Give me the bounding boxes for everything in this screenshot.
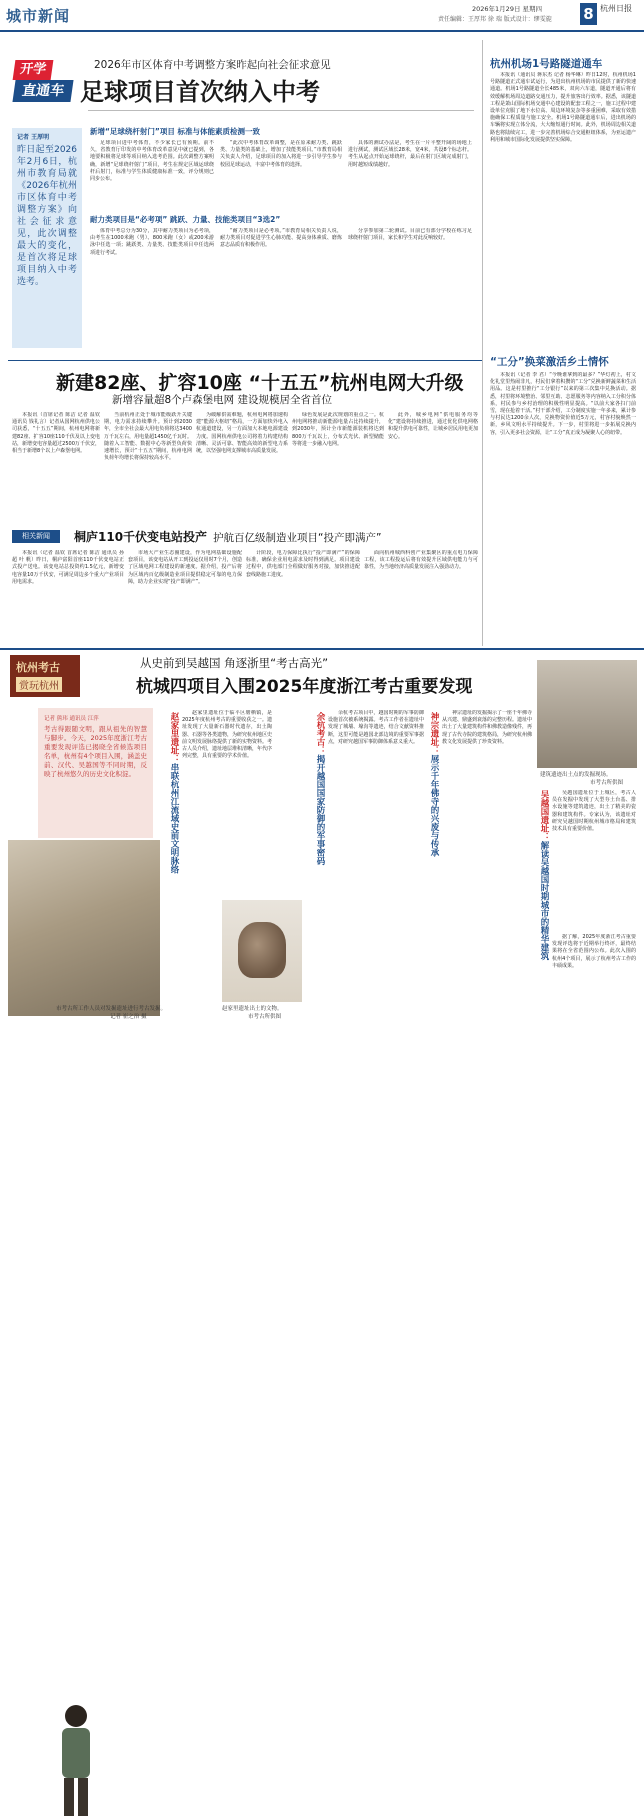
story2-col4 xyxy=(292,412,384,524)
story4-col3-text: 神宗遗址的发掘揭示了一座千年佛寺从兴建、鼎盛到衰落的完整历程。遗址中出土了大量建筑构件和佛教造像残件，再现了古代寺院的建筑格局，为研究杭州佛教文化发展提供了珍贵资料。 xyxy=(442,710,532,745)
story1-col5 xyxy=(220,228,342,352)
story4-col5-text: 据了解，2025年度浙江考古重要发现评选将于近期举行终评，最终结果将在全省范围内公布。此次入围的杭州4个项目，展示了杭州考古工作的丰硕成果。 xyxy=(552,934,636,969)
story1-col4-text: 体育中考总分为30分，其中耐力类项目为必考项，由考生在1000米跑（男）、800米跑（女）或200米游泳中任选一项；跳跃类、力量类、技能类项目中任选两项进行考试。 xyxy=(90,228,214,256)
story1-subhead-2: 耐力类项目是“必考项” 跳跃、力量、技能类项目“3选2” xyxy=(90,215,281,224)
story4-kicker: 从史前到吴越国 角逐浙里“考古高光” xyxy=(140,656,329,670)
right-photo-caption: 建筑遗迹出土点的发掘现场。 xyxy=(540,772,612,778)
v2-label: 余杭考古： xyxy=(315,712,325,755)
story1-kicker: 2026年市区体育中考调整方案昨起向社会征求意见 xyxy=(94,59,331,71)
story1-lead-box xyxy=(12,128,82,348)
right-photo-credit: 市考古所供图 xyxy=(590,780,624,786)
arch-badge-bottom: 赏玩杭州 xyxy=(16,677,62,692)
story1-lead: 昨日起至2026年2月6日，杭州市教育局就《2026年杭州市区体育中考调整方案》向社会征求意见，此次调整最大的变化，是首次将足球项目纳入中考选考。 xyxy=(17,145,77,287)
story1-author: 记者 王厚明 xyxy=(17,134,50,141)
story4-col1 xyxy=(182,710,272,896)
story2-col5 xyxy=(388,412,478,524)
v1-title: 串联杭州江流域史前文明脉络 xyxy=(169,763,179,874)
kaixue-badge xyxy=(14,60,82,104)
story3-col1-text: 本报讯（记者 温钦 首席记者 陈洁 通讯员 孙 超 叶 帆）昨日，桐庐富阳首座110千伏变电站正式投产送电。该变电站总投资约1.5亿元，新增变电容量10万千伏安，可满足周边多个重大产业项目用电需求。 xyxy=(12,550,124,585)
story4-col3 xyxy=(442,710,532,1010)
story1-col2 xyxy=(220,140,342,204)
story3-col2-text: 市场大产业生态圈建设，作为电网基础设施配套项目，该变电站从开工到投运仅用时7个月，创造了区域电网工程建设的新速度。据介绍，投产后将为区域内百亿级制造业项目提供稳定可靠的电力保障，助力企业实现“投产即满产”。 xyxy=(128,550,242,585)
pottery-vessel xyxy=(238,922,286,978)
divider xyxy=(482,350,483,646)
story1-subhead-1: 新增“足球绕杆射门”项目 标准与体能素质检测一致 xyxy=(90,127,260,136)
page-header xyxy=(0,0,644,30)
right-story2-title: “工分”换菜激活乡土情怀 xyxy=(490,356,609,368)
badge-top: 开学 xyxy=(13,60,54,80)
story3-headline-main: 桐庐110千伏变电站投产 xyxy=(74,530,208,544)
story4-col4-text: 吴越国遗址位于上城区，考古人员在发掘中发现了大型夯土台基、排水设施等建筑遗迹，出土了精美的瓷器和建筑构件。专家认为，该遗址对研究吴越国时期杭州城市格局和建筑技术具有重要价值。 xyxy=(552,790,636,833)
excavation-site-photo xyxy=(537,660,637,768)
story4-col4 xyxy=(552,790,636,930)
story2-col4-text: 绿色发展是此次规划的重点之一。杭州电网将推动新能源电量占比持续提升，到2030年，预计全市新能源装机将达到800万千瓦以上，分布式光伏、新型储能等将进一步融入电网。 xyxy=(292,412,384,447)
archaeology-badge xyxy=(10,655,80,697)
story1-col1 xyxy=(90,140,214,204)
story3-headline-tail: 护航百亿级制造业项目“投产即满产” xyxy=(213,532,382,544)
story2-col5-text: 此外，城乡电网“供电服务均等化”建设将持续推进，通过优化供电网格和提升供电可靠性，让城乡居民用电更加安心。 xyxy=(388,412,478,440)
v2-title: 揭开越国国家防御的军事密码 xyxy=(315,754,325,865)
section-rule xyxy=(0,648,644,650)
related-news-tag: 相关新闻 xyxy=(12,530,60,543)
v3-title: 展示千年佛寺的兴废与传承 xyxy=(429,754,439,857)
right-story2-body xyxy=(490,372,636,642)
story4-col5 xyxy=(552,934,636,1014)
archaeologist-figure xyxy=(48,1700,104,1820)
sub-vert-4 xyxy=(538,790,550,960)
story1-col6 xyxy=(348,228,472,352)
story2-col3-text: 为破解供需难题，杭州电网将加速构建“能源大枢纽”格局，一方面加快外电入杭通道建设，另一方面加大本地电源建设力度。国网杭州供电公司将着力构建结构清晰、灵活可靠、智能高效的新型电力系统，以坚强电网支撑城市高质量发展。 xyxy=(196,412,288,455)
divider xyxy=(482,40,483,360)
sub-vert-3 xyxy=(428,712,440,872)
excavation-photo xyxy=(8,840,160,1016)
v3-label: 神宗遗址： xyxy=(429,712,439,755)
sub-vert-2 xyxy=(314,712,326,872)
header-rule xyxy=(0,30,644,32)
story1-col3-text: 具体的测试办法是，考生在一片平整开阔的场地上进行测试，测试区域长28米，宽4米，共设8个标志杆。考生从起点开始运球绕杆，最后在射门区域完成射门，用时越短成绩越好。 xyxy=(348,140,472,168)
issue-date: 2026年1月29日 星期四 xyxy=(472,5,543,13)
story4-author: 记者 熊玮 通讯员 江萍 xyxy=(44,716,99,722)
right-story1-body xyxy=(490,72,636,344)
center-photo-credit: 市考古所供图 xyxy=(248,1014,282,1020)
story3-col1 xyxy=(12,550,124,642)
story1-headline: 足球项目首次纳入中考 xyxy=(80,78,320,106)
right-story2-text: 本报讯（记者 李 君）“今晚谁拿到的最多？”华灯初上，村文化礼堂里热闹非凡，村民们拿着积攒的“工分”兑换新鲜蔬菜和生活用品。这是村里推行“工分银行”以来的第三次集中兑换活动。据悉，村里将环境整治、邻里互助、志愿服务等内容纳入工分积分体系，村民参与乡村治理的积极性明显提高。“以前大家各扫门前雪，现在抢着干活。”村干部介绍，工分制度实施一年多来，累计参与村民达1200余人次，兑换物资价值近5万元，村容村貌焕然一新，乡风文明水平持续提升。下一步，村里将进一步拓展兑换内容，引入更多社会资源，让“工分”真正成为凝聚人心的纽带。 xyxy=(490,372,636,436)
story1-col4 xyxy=(90,228,214,352)
badge-bottom: 直通车 xyxy=(12,80,73,102)
story2-col2-text: 当前杭州正处于城市能级跃升关键期，电力需求持续攀升。预计到2030年，全市全社会最大用电负荷将达3400万千瓦左右，用电量超1450亿千瓦时。随着入工智能、数据中心等新型负荷快速增长，预计“十五五”期间，杭州电网负荷年均增长将保持较高水平。 xyxy=(104,412,192,462)
v4-title: 解读吴越国时期城市的精华建筑 xyxy=(539,841,549,960)
story1-col1-text: 足球项目进中考体育，不少家长已有预期。前不久，省教育厅印发的中考体育改革意见中就已提到，各地要积极将足球等项目纳入选考范围。此次调整方案明确，新增“足球绕杆射门”项目，考生在规定区域运球绕杆后射门，标准与学生体质健康标准一致，评分规则已同步公布。 xyxy=(90,140,214,183)
story4-col2 xyxy=(328,710,424,1010)
editors-line: 责任编辑：王厚邦 徐 瑞 版式设计：缪雯旎 xyxy=(438,16,552,23)
story3-col3 xyxy=(246,550,360,642)
story3-col2 xyxy=(128,550,242,642)
story2-headline: 新建82座、扩容10座 “十五五”杭州电网大升级 xyxy=(56,372,464,394)
story4-lead-box xyxy=(38,708,153,838)
divider xyxy=(88,110,474,111)
story4-headline: 杭城四项目入围2025年度浙江考古重要发现 xyxy=(136,677,473,697)
v1-label: 赵家里遗址： xyxy=(169,712,179,763)
story2-col3 xyxy=(196,412,288,524)
story1-col3 xyxy=(348,140,472,204)
left-photo-caption: 市考古所工作人员对发掘遗址进行考古发掘。 xyxy=(56,1006,167,1012)
story3-headline xyxy=(74,528,381,545)
story4-col2-text: 余杭考古项目中，越国时期的军事防御设施首次被系统揭露。考古工作者在遗址中发现了城墙、壕沟等遗迹，结合文献资料推断，这里可能是越国北部边境的重要军事据点，对研究越国军事防御体系意义重大。 xyxy=(328,710,424,745)
center-photo-caption: 赵家里遗址出土的文物。 xyxy=(222,1006,283,1012)
right-story1-text: 本报讯（通讯员 蒋东杰 记者 杨华琳）昨日12时，杭州机场1号路隧道正式通车试运行，为进出杭州机场的市民提供了新的快速通道。机场1号路隧道全长485米，双向六车道，隧道开通后将有效缓解机场周边道路交通压力，提升旅客出行效率。据悉，该隧道工程是萧山国际机场交通中心建设的配套工程之一，施工过程中建设单位克服了地下水位高、周边环境复杂等多重困难，采取有效措施确保工程质量与施工安全。机场1号路隧道通车后，进出机场的车辆将实现立体分流，大大缩短通行时间。此外，机场周边相关道路也将陆续完工，进一步完善机场综合交通枢纽体系，为亚运遗产利用和城市国际化发展提供坚实保障。 xyxy=(490,72,636,143)
story3-col4-text: 面向杭州城西科创产业集聚区的重点电力保障工程，该工程投运后将有效提升区域供电能力与可靠性，为当地经济高质量发展注入强劲动力。 xyxy=(364,550,478,571)
story2-col1-text: 本报讯（首席记者 陈洁 记者 温钦 通讯员 钱礼言）记者从国网杭州供电公司获悉，“十五五”期间，杭州电网将新建82座、扩容10座110千伏及以上变电站，新增变电容量超过2500万千伏安，相当于新增8个以上卢森堡电网。 xyxy=(12,412,100,455)
sub-vert-1 xyxy=(168,712,180,872)
story2-subhead: 新增容量超8个卢森堡电网 建设规模居全省首位 xyxy=(112,394,333,406)
story4-col1-text: 赵家里遗址位于临平区塘栖镇，是2025年度杭州考古的重要收获之一。遗址发现了大量新石器时代遗存，出土陶器、石器等各类遗物，为研究杭州地区史前文明发展脉络提供了新的实物资料。考古人员介绍，遗址地层堆积清晰，年代序列完整，具有重要的学术价值。 xyxy=(182,710,272,760)
section-name: 城市新闻 xyxy=(6,7,71,25)
page-number: 8 xyxy=(580,3,597,25)
story1-col2-text: “此次中考体育改革调整，是在原来耐力类、跳跃类、力量类的基础上，增加了技能类项目。”市教育局相关负责人介绍，足球项目的加入将进一步引导学生参与校园足球运动，丰富中考体育的选择。 xyxy=(220,140,342,168)
story1-col5-text: “耐力类项目是必考项。”市教育局相关负责人说，耐力类项目对促进学生心肺功能、提高身体素质、磨炼意志品质有积极作用。 xyxy=(220,228,342,249)
story1-col6-text: 分享参加第二轮测试。目前已有部分学校在练习足球绕杆射门项目，家长和学生对此反响较好。 xyxy=(348,228,472,242)
story2-col1 xyxy=(12,412,100,524)
story2-col2 xyxy=(104,412,192,524)
story3-col3-text: 计阶段，电力保障比执行“投产即满产”的保障标准，确保企业用电需求及时得到满足。项目建设过程中，供电部门全程做好服务对接，加快推进配套线路施工进度。 xyxy=(246,550,360,578)
divider xyxy=(8,360,482,361)
story3-col4 xyxy=(364,550,478,642)
v4-label: 吴越国遗址： xyxy=(539,790,549,841)
left-photo-credit: 记者 崔之治 摄 xyxy=(110,1014,147,1020)
masthead-logo: 杭州日报 xyxy=(600,4,632,13)
arch-badge-top: 杭州考古 xyxy=(16,661,60,674)
story4-lead: 考古得跟随文明，跟从祖先的智慧与脚步。今天，2025年度浙江考古重要发现评选已揭晓全省候选项目名单，杭州有4个项目入围，涵盖史前、汉代、吴越国等不同时期，反映了杭州悠久的历史文化积淀。 xyxy=(44,725,147,778)
right-story1-title: 杭州机场1号路隧道通车 xyxy=(490,58,603,70)
